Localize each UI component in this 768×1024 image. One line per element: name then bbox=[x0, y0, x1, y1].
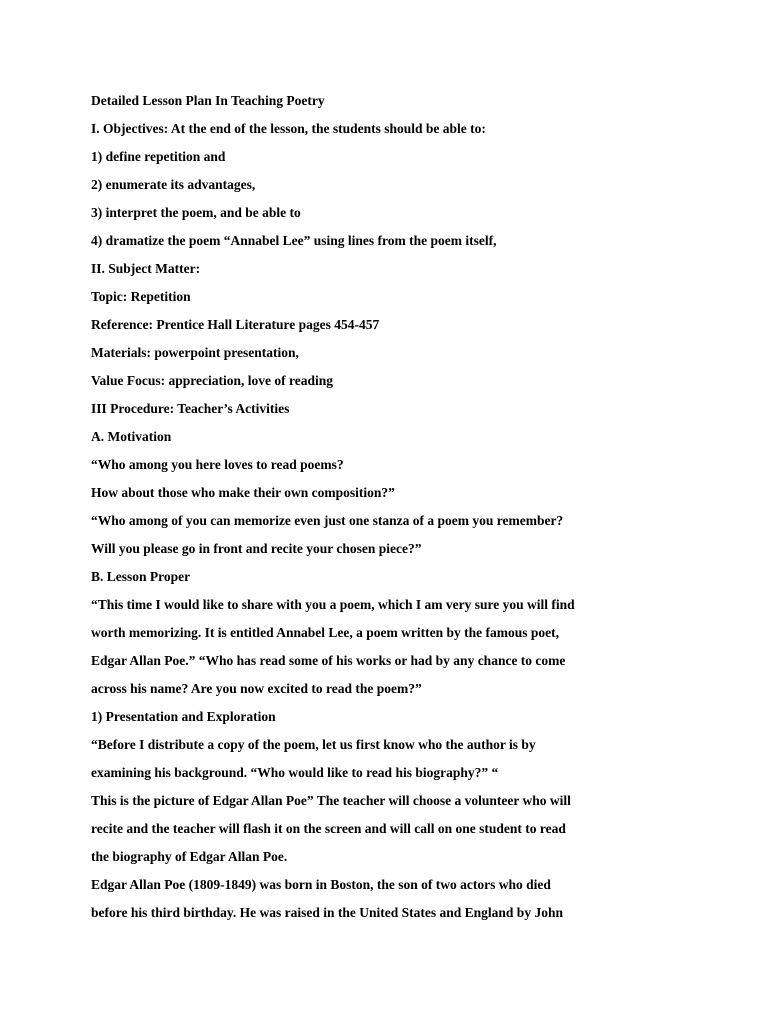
body-text-line: worth memorizing. It is entitled Annabel Lee, a poem written by the famous poet, bbox=[91, 625, 559, 640]
body-text-line: the biography of Edgar Allan Poe. bbox=[91, 849, 288, 864]
objective-item: 4) dramatize the poem “Annabel Lee” using lines from the poem itself, bbox=[91, 233, 497, 248]
document-body bbox=[91, 91, 731, 931]
subject-materials: Materials: powerpoint presentation, bbox=[91, 345, 299, 360]
body-text-line: This is the picture of Edgar Allan Poe” The teacher will choose a volunteer who will bbox=[91, 793, 571, 808]
body-text-line: Edgar Allan Poe.” “Who has read some of his works or had by any chance to come bbox=[91, 653, 566, 668]
subsection-heading-motivation: A. Motivation bbox=[91, 429, 172, 444]
body-text-line: recite and the teacher will flash it on the screen and will call on one student to read bbox=[91, 821, 566, 836]
objective-item: 2) enumerate its advantages, bbox=[91, 177, 256, 192]
objective-item: 3) interpret the poem, and be able to bbox=[91, 205, 301, 220]
subsection-heading-presentation: 1) Presentation and Exploration bbox=[91, 709, 276, 724]
biography-text-line: before his third birthday. He was raised in the United States and England by John bbox=[91, 905, 563, 920]
body-text-line: “Before I distribute a copy of the poem, let us first know who the author is by bbox=[91, 737, 536, 752]
subject-value-focus: Value Focus: appreciation, love of reading bbox=[91, 373, 334, 388]
section-heading-procedure: III Procedure: Teacher’s Activities bbox=[91, 401, 290, 416]
body-text-line: How about those who make their own composition?” bbox=[91, 485, 395, 500]
subsection-heading-lesson-proper: B. Lesson Proper bbox=[91, 569, 191, 584]
body-text-line: across his name? Are you now excited to read the poem?” bbox=[91, 681, 422, 696]
subject-reference: Reference: Prentice Hall Literature pages 454-457 bbox=[91, 317, 380, 332]
biography-text-line: Edgar Allan Poe (1809-1849) was born in Boston, the son of two actors who died bbox=[91, 877, 551, 892]
section-heading-subject-matter: II. Subject Matter: bbox=[91, 261, 201, 276]
subject-topic: Topic: Repetition bbox=[91, 289, 191, 304]
body-text-line: Will you please go in front and recite your chosen piece?” bbox=[91, 541, 422, 556]
body-text-line: “This time I would like to share with you a poem, which I am very sure you will find bbox=[91, 597, 575, 612]
body-text-line: “Who among of you can memorize even just one stanza of a poem you remember? bbox=[91, 513, 564, 528]
body-text-line: examining his background. “Who would like to read his biography?” “ bbox=[91, 765, 499, 780]
body-text-line: “Who among you here loves to read poems? bbox=[91, 457, 344, 472]
document-title: Detailed Lesson Plan In Teaching Poetry bbox=[91, 93, 325, 108]
section-heading-objectives: I. Objectives: At the end of the lesson, the students should be able to: bbox=[91, 121, 486, 136]
objective-item: 1) define repetition and bbox=[91, 149, 226, 164]
